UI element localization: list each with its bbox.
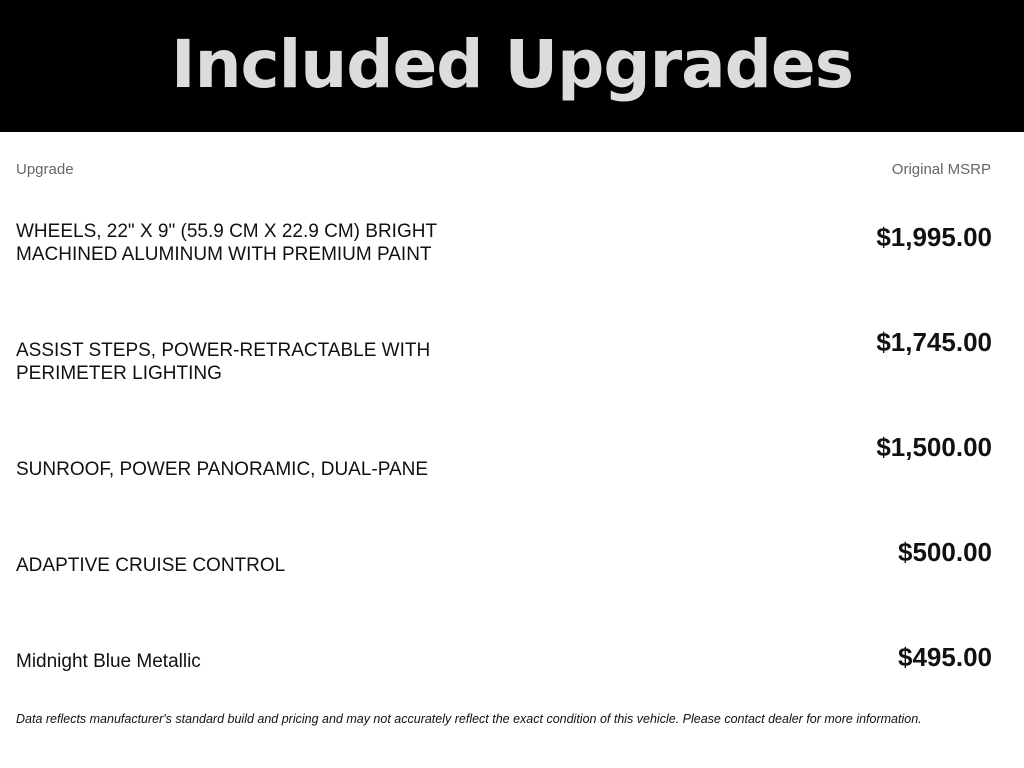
upgrade-price: $1,500.00 bbox=[876, 432, 992, 462]
upgrade-price: $1,745.00 bbox=[876, 327, 992, 357]
upgrade-name: ADAPTIVE CRUISE CONTROL bbox=[16, 555, 286, 576]
upgrade-price: $495.00 bbox=[898, 642, 992, 672]
upgrade-name: SUNROOF, POWER PANORAMIC, DUAL-PANE bbox=[16, 459, 429, 480]
column-header-upgrade: Upgrade bbox=[16, 161, 74, 178]
upgrade-name: Midnight Blue Metallic bbox=[16, 651, 201, 672]
upgrade-name: ASSIST STEPS, POWER-RETRACTABLE WITH PERIMETER LIGHTING bbox=[16, 340, 431, 384]
page-header bbox=[0, 0, 1024, 132]
column-header-msrp: Original MSRP bbox=[891, 161, 991, 178]
disclaimer-text: Data reflects manufacturer's standard build and pricing and may not accurately reflect the exact condition of this vehicle. Please contact dealer for more information. bbox=[16, 712, 922, 726]
upgrade-price: $1,995.00 bbox=[876, 222, 992, 252]
upgrade-price: $500.00 bbox=[898, 537, 992, 567]
upgrade-name: WHEELS, 22" X 9" (55.9 CM X 22.9 CM) BRIGHT MACHINED ALUMINUM WITH PREMIUM PAINT bbox=[16, 221, 437, 265]
page-title: Included Upgrades bbox=[171, 25, 853, 103]
